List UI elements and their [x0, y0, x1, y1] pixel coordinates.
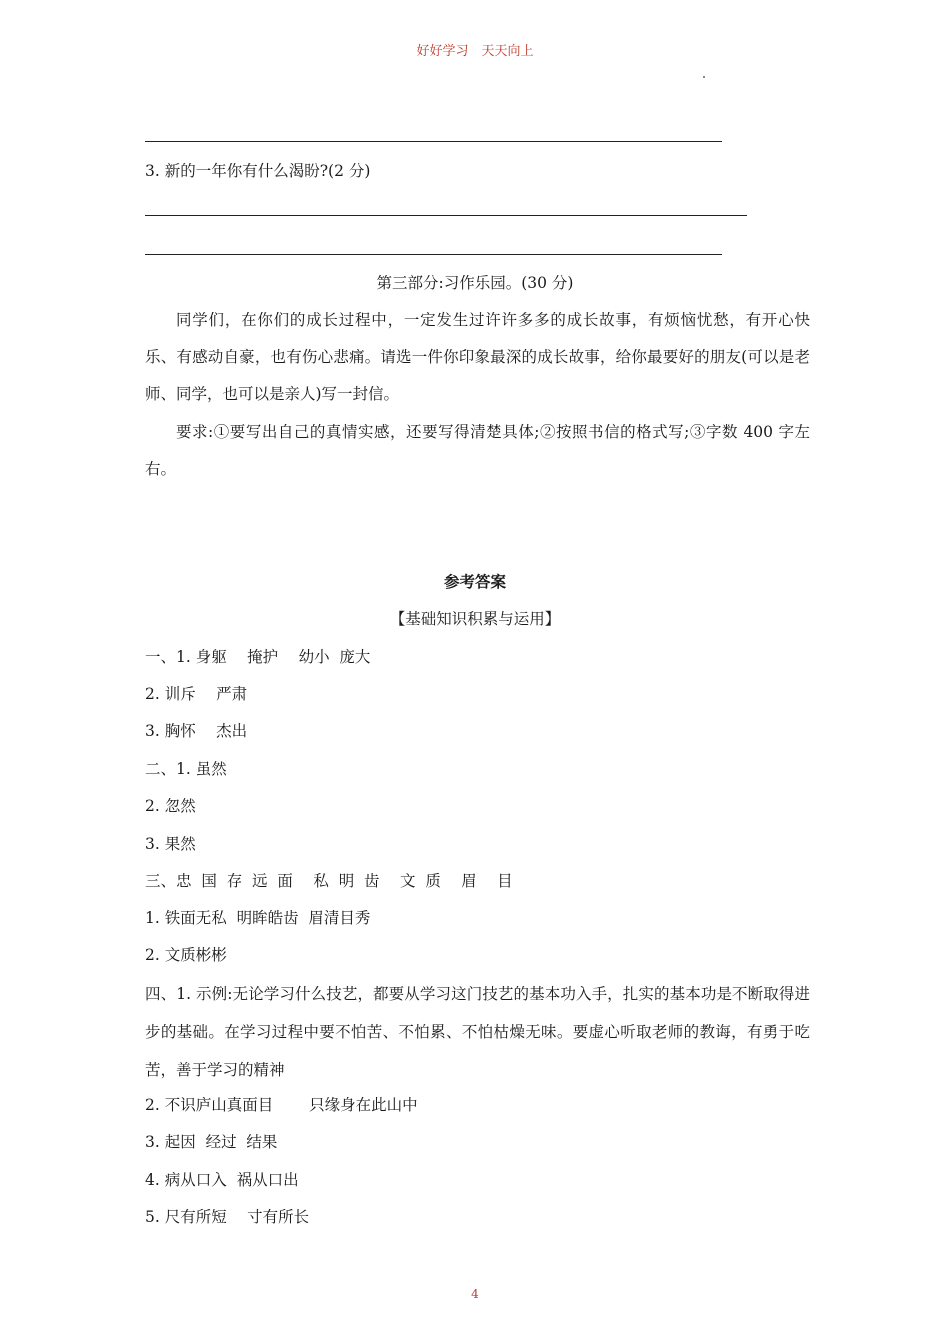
answer-line-2 [145, 215, 747, 216]
answer-line-3 [145, 254, 722, 255]
part3-title: 第三部分:习作乐园。(30 分) [376, 274, 574, 292]
header-dot [703, 76, 705, 78]
question-3: 3. 新的一年你有什么渴盼?(2 分) [145, 162, 371, 180]
answer-q4-1-text: 四、1. 示例:无论学习什么技艺，都要从学习这门技艺的基本功入手，扎实的基本功是不断取得进步的基础。在学习过程中要不怕苦、不怕累、不怕枯燥无味。要虚心听取老师的教诲，有勇于吃苦，善于学习的精神 [145, 985, 810, 1079]
part3-requirements [145, 414, 810, 488]
answer-line: 2. 训斥 严肃 [145, 685, 248, 703]
answer-line: 三、忠 国 存 远 面 私 明 齿 文 质 眉 目 [145, 872, 513, 890]
answer-line: 2. 文质彬彬 [145, 946, 227, 964]
answer-line: 2. 不识庐山真面目 只缘身在此山中 [145, 1096, 418, 1114]
page-header: 好好学习 天天向上 [416, 44, 534, 59]
answers-section-title: 【基础知识积累与运用】 [389, 610, 561, 628]
answer-line-1 [145, 141, 722, 142]
answer-line: 3. 果然 [145, 835, 196, 853]
answer-line: 5. 尺有所短 寸有所长 [145, 1208, 310, 1226]
answer-line: 2. 忽然 [145, 797, 196, 815]
part3-prompt [145, 302, 810, 413]
answer-line: 3. 胸怀 杰出 [145, 722, 248, 740]
answer-line: 一、1. 身躯 掩护 幼小 庞大 [145, 648, 371, 666]
answer-q4-1 [145, 975, 810, 1089]
requirements-text: 要求:①要写出自己的真情实感，还要写得清楚具体;②按照书信的格式写;③字数 400 字左右。 [145, 423, 810, 478]
answer-line: 4. 病从口入 祸从口出 [145, 1171, 299, 1189]
prompt-text: 同学们，在你们的成长过程中，一定发生过许许多多的成长故事，有烦恼忧愁，有开心快乐、有感动自豪，也有伤心悲痛。请选一件你印象最深的成长故事，给你最要好的朋友(可以是老师、同学，也可以是亲人)写一封信。 [145, 311, 810, 403]
answer-line: 二、1. 虽然 [145, 760, 227, 778]
page-number: 4 [471, 1287, 479, 1301]
answers-title: 参考答案 [443, 572, 506, 591]
answer-line: 1. 铁面无私 明眸皓齿 眉清目秀 [145, 909, 371, 927]
answer-line: 3. 起因 经过 结果 [145, 1133, 278, 1151]
